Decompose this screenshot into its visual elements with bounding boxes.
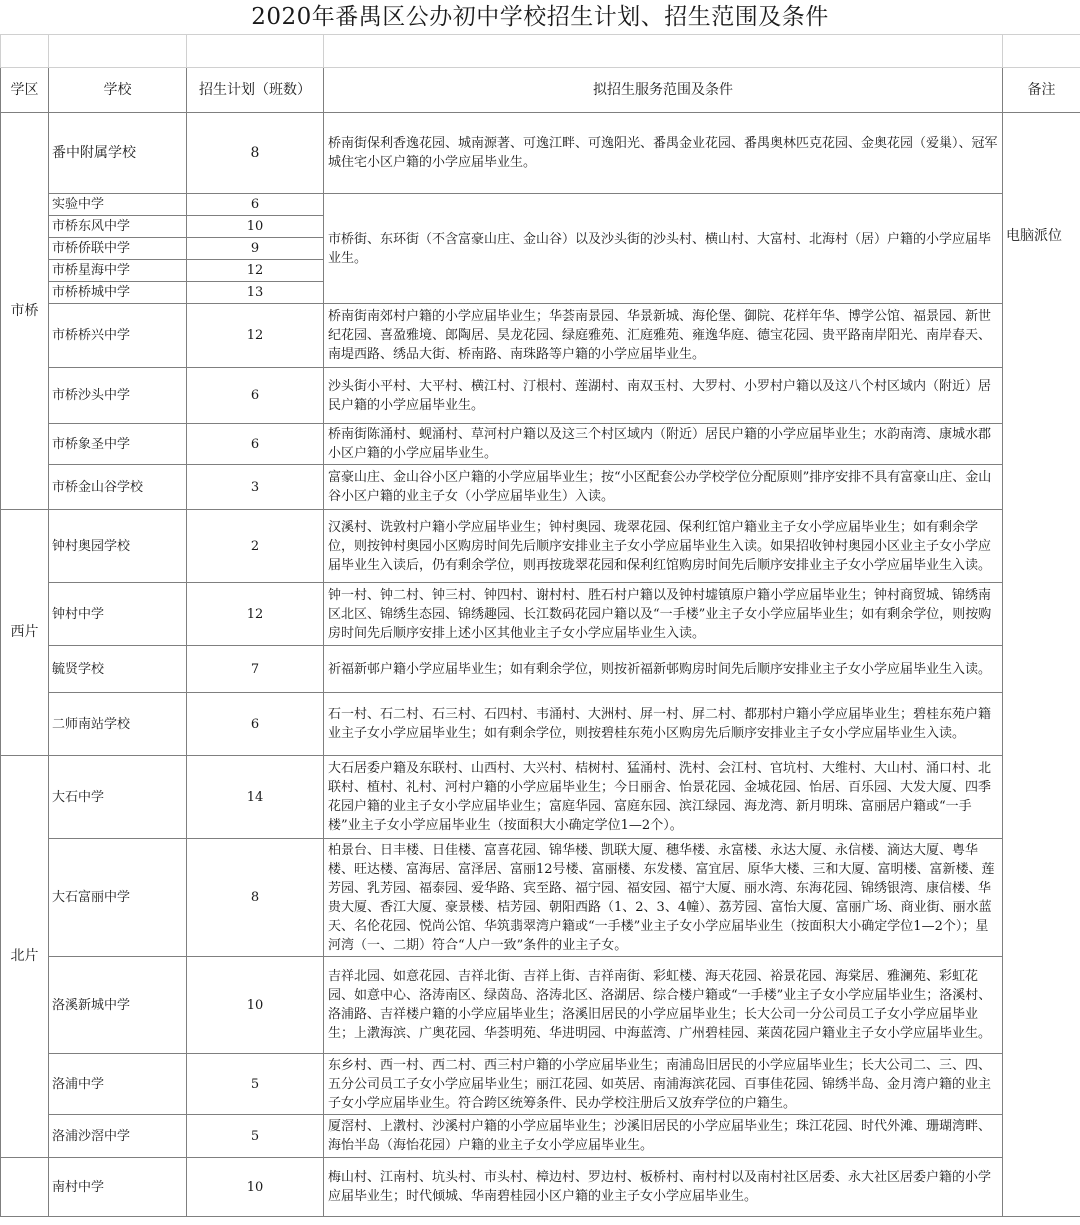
scope-text: 桥南街南郊村户籍的小学应届毕业生；华荟南景园、华景新城、海伦堡、御院、花样年华、博学公馆、福景园、新世纪花园、喜盈雅境、郎陶居、昊龙花园、绿庭雅苑、汇庭雅苑、雍逸华庭、德宝花园、贵平路南岸阳光、南岸春天、南堤西路、绣品大街、桥南路、南珠路等户籍的小学应届毕业生。: [324, 304, 1003, 368]
school-name: 市桥金山谷学校: [49, 465, 187, 510]
school-name: 钟村中学: [49, 583, 187, 646]
blank-row: [1, 35, 1080, 68]
plan-count: 9: [187, 238, 324, 260]
district-cell: 北片: [1, 756, 49, 1158]
table-row: [1, 839, 1080, 957]
school-name: 南村中学: [49, 1158, 187, 1217]
remark-text: 电脑派位: [1006, 228, 1062, 244]
school-name: 市桥象圣中学: [49, 424, 187, 465]
table-row: [1, 304, 1080, 368]
table-row: [1, 194, 1080, 216]
table-row: [1, 1115, 1080, 1158]
header-scope: 拟招生服务范围及条件: [324, 68, 1003, 113]
plan-count: 5: [187, 1115, 324, 1158]
scope-text: 梅山村、江南村、坑头村、市头村、樟边村、罗边村、板桥村、南村村以及南村社区居委、永大社区居委户籍的小学应届毕业生；时代倾城、华南碧桂园小区户籍的业主子女小学应届毕业生。: [324, 1158, 1003, 1217]
table-row: [1, 510, 1080, 583]
table-row: [1, 1158, 1080, 1217]
plan-count: 10: [187, 216, 324, 238]
school-name: 市桥桥兴中学: [49, 304, 187, 368]
plan-count: 6: [187, 368, 324, 424]
plan-count: 12: [187, 304, 324, 368]
scope-text: 桥南街保利香逸花园、城南源著、可逸江畔、可逸阳光、番禺金业花园、番禺奥林匹克花园、金奥花园（爱巢）、冠军城住宅小区户籍的小学应届毕业生。: [324, 113, 1003, 194]
school-name: 市桥星海中学: [49, 260, 187, 282]
scope-text: 富豪山庄、金山谷小区户籍的小学应届毕业生；按“小区配套公办学校学位分配原则”排序安排不具有富豪山庄、金山谷小区户籍的业主子女（小学应届毕业生）入读。: [324, 465, 1003, 510]
admission-table: [0, 34, 1080, 1217]
page-title: 2020年番禺区公办初中学校招生计划、招生范围及条件: [251, 4, 829, 30]
table-row: [1, 465, 1080, 510]
district-cell: 市桥: [1, 113, 49, 510]
scope-text: 市桥街、东环街（不含富豪山庄、金山谷）以及沙头街的沙头村、横山村、大富村、北海村（居）户籍的小学应届毕业生。: [324, 194, 1003, 304]
remark-cell: [1003, 113, 1080, 1217]
school-name: 市桥东风中学: [49, 216, 187, 238]
school-name: 洛溪新城中学: [49, 957, 187, 1054]
school-name: 实验中学: [49, 194, 187, 216]
plan-count: 10: [187, 957, 324, 1054]
table-row: [1, 646, 1080, 693]
header-school: 学校: [49, 68, 187, 113]
scope-text: 厦滘村、上漖村、沙溪村户籍的小学应届毕业生；沙溪旧居民的小学应届毕业生；珠江花园、时代外滩、珊瑚湾畔、海怡半岛（海怡花园）户籍的业主子女小学应届毕业生。: [324, 1115, 1003, 1158]
plan-count: 12: [187, 260, 324, 282]
header-row: [1, 68, 1080, 113]
district-cell: [1, 1158, 49, 1217]
school-name: 市桥沙头中学: [49, 368, 187, 424]
school-name: 番中附属学校: [49, 113, 187, 194]
scope-text: 石一村、石二村、石三村、石四村、韦涌村、大洲村、屏一村、屏二村、都那村户籍小学应届毕业生；碧桂东苑户籍业主子女小学应届毕业生；如有剩余学位，则按碧桂东苑小区购房先后顺序安排业主子女小学应届毕业生入读。: [324, 693, 1003, 756]
scope-text: 桥南街陈涌村、蚬涌村、草河村户籍以及这三个村区域内（附近）居民户籍的小学应届毕业生；水韵南湾、康城水郡小区户籍的小学应届毕业生。: [324, 424, 1003, 465]
table-row: [1, 1054, 1080, 1115]
plan-count: 3: [187, 465, 324, 510]
school-name: 市桥侨联中学: [49, 238, 187, 260]
header-plan: 招生计划（班数）: [187, 68, 324, 113]
scope-text: 沙头街小平村、大平村、横江村、汀根村、莲湖村、南双玉村、大罗村、小罗村户籍以及这八个村区域内（附近）居民户籍的小学应届毕业生。: [324, 368, 1003, 424]
plan-count: 13: [187, 282, 324, 304]
plan-count: 7: [187, 646, 324, 693]
plan-count: 14: [187, 756, 324, 839]
scope-text: 东乡村、西一村、西二村、西三村户籍的小学应届毕业生；南浦岛旧居民的小学应届毕业生；长大公司二、三、四、五分公司员工子女小学应届毕业生；丽江花园、如英居、南浦海滨花园、百事佳花园、锦绣半岛、金月湾户籍的业主子女小学应届毕业生。符合跨区统筹条件、民办学校注册后又放弃学位的户籍生。: [324, 1054, 1003, 1115]
school-name: 大石富丽中学: [49, 839, 187, 957]
school-name: 毓贤学校: [49, 646, 187, 693]
scope-text: 大石居委户籍及东联村、山西村、大兴村、桔树村、猛涌村、洗村、会江村、官坑村、大维村、大山村、涌口村、北联村、植村、礼村、河村户籍的小学应届毕业生；今日丽舍、怡景花园、金城花园、怡居、百乐园、大发大厦、四季花园户籍的业主子女小学应届毕业生；富庭华园、富庭东园、滨江绿园、海龙湾、新月明珠、富丽居户籍或“一手楼”业主子女小学应届毕业生（按面积大小确定学位1—2个）。: [324, 756, 1003, 839]
scope-text: 吉祥北园、如意花园、吉祥北街、吉祥上街、吉祥南街、彩虹楼、海天花园、裕景花园、海棠居、雅澜苑、彩虹花园、如意中心、洛涛南区、绿茵岛、洛涛北区、洛湖居、综合楼户籍或“一手楼”业主子女小学应届毕业生；洛溪村、洛浦路、吉祥楼户籍的小学应届毕业生；洛溪旧居民的小学应届毕业生；长大公司一分公司员工子女小学应届毕业生；上漖海滨、广奥花园、华荟明苑、华进明园、中海蓝湾、广州碧桂园、莱茵花园户籍业主子女小学应届毕业生。: [324, 957, 1003, 1054]
plan-count: 6: [187, 693, 324, 756]
plan-count: 8: [187, 113, 324, 194]
school-name: 大石中学: [49, 756, 187, 839]
header-district: 学区: [1, 68, 49, 113]
table-row: [1, 113, 1080, 194]
table-row: [1, 693, 1080, 756]
table-row: [1, 756, 1080, 839]
school-name: 钟村奥园学校: [49, 510, 187, 583]
plan-count: 6: [187, 194, 324, 216]
school-name: 二师南站学校: [49, 693, 187, 756]
plan-count: 5: [187, 1054, 324, 1115]
plan-count: 2: [187, 510, 324, 583]
scope-text: 柏景台、日丰楼、日佳楼、富喜花园、锦华楼、凯联大厦、穗华楼、永富楼、永达大厦、永信楼、滴达大厦、粤华楼、旺达楼、富海居、富泽居、富丽12号楼、富丽楼、东发楼、富宜居、原华大楼、三和大厦、富明楼、富新楼、莲芳园、乳芳园、福泰园、爱华路、宾至路、福宁园、福安园、福宁大厦、丽水湾、东海花园、锦绣银湾、康信楼、华贵大厦、香江大厦、豪景楼、桔芳园、朝阳西路（1、2、3、4幢）、荔芳园、富怡大厦、富丽广场、商业街、丽水蓝天、名伦花园、悦尚公馆、华筑翡翠湾户籍或“一手楼”业主子女小学应届毕业生（按面积大小确定学位1—2个）；星河湾（一、二期）符合“人户一致”条件的业主子女。: [324, 839, 1003, 957]
header-remark: 备注: [1003, 68, 1080, 113]
table-row: [1, 368, 1080, 424]
table-row: [1, 424, 1080, 465]
school-name: 洛浦沙滘中学: [49, 1115, 187, 1158]
plan-count: 10: [187, 1158, 324, 1217]
plan-count: 6: [187, 424, 324, 465]
plan-count: 8: [187, 839, 324, 957]
plan-count: 12: [187, 583, 324, 646]
school-name: 市桥桥城中学: [49, 282, 187, 304]
scope-text: 祈福新邨户籍小学应届毕业生；如有剩余学位，则按祈福新邨购房时间先后顺序安排业主子女小学应届毕业生入读。: [324, 646, 1003, 693]
scope-text: 汉溪村、诜敦村户籍小学应届毕业生；钟村奥园、珑翠花园、保利红馆户籍业主子女小学应届毕业生；如有剩余学位，则按钟村奥园小区购房时间先后顺序安排业主子女小学应届毕业生入读。如果招收钟村奥园小区业主子女小学应届毕业生入读后，仍有剩余学位，则再按珑翠花园和保利红馆购房时间先后顺序安排业主子女小学应届毕业生入读。: [324, 510, 1003, 583]
scope-text: 钟一村、钟二村、钟三村、钟四村、谢村村、胜石村户籍以及钟村墟镇原户籍小学应届毕业生；钟村商贸城、锦绣南区北区、锦绣生态园、锦绣趣园、长江数码花园户籍以及“一手楼”业主子女小学应届毕业生；如有剩余学位，则按购房时间先后顺序安排上述小区其他业主子女小学应届毕业生入读。: [324, 583, 1003, 646]
school-name: 洛浦中学: [49, 1054, 187, 1115]
district-cell: 西片: [1, 510, 49, 756]
table-row: [1, 957, 1080, 1054]
table-row: [1, 583, 1080, 646]
